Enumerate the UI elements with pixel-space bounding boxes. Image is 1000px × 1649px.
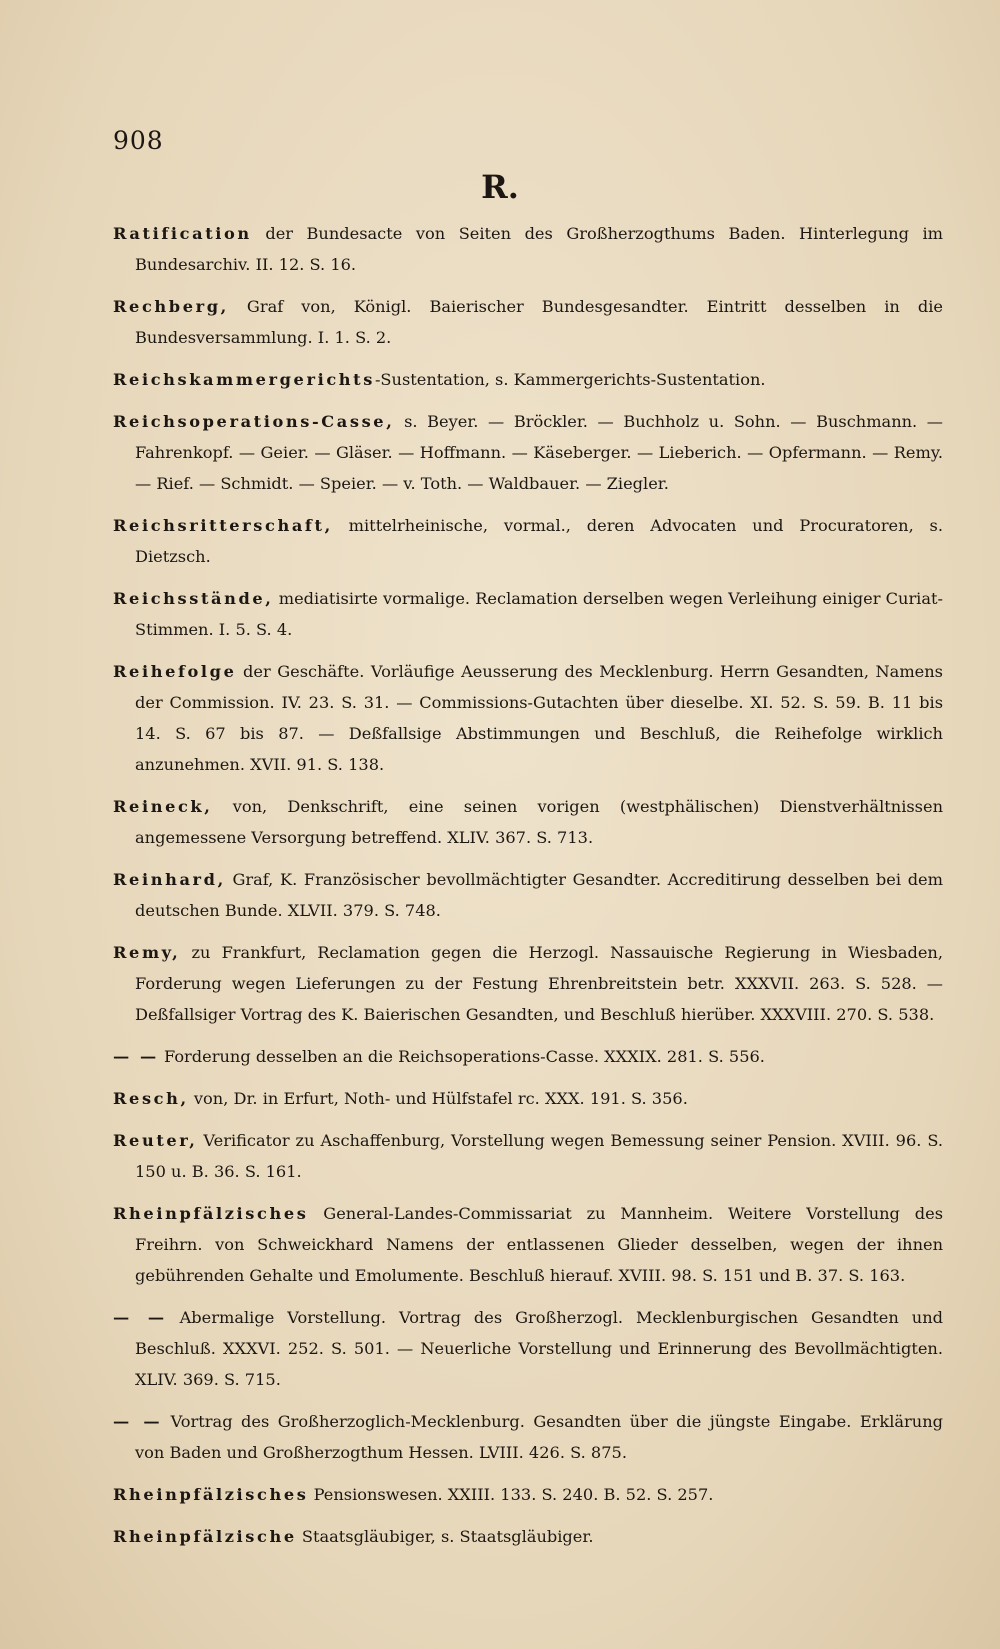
entry-text: General-Landes-Commissariat zu Mannheim. Weitere Vorstellung des Freihrn. von Schweickhard Namens der entlassenen Glieder desselben, wegen der ihnen gebührenden Gehalte und Emolumente. Beschluß hierauf. XVIII. 98. S. 151 und B. 37. S. 163.: [135, 1204, 943, 1285]
index-entry: [113, 510, 943, 572]
entry-text: Pensionswesen. XXIII. 133. S. 240. B. 52. S. 257.: [313, 1485, 714, 1504]
entry-headword: Reichsstände,: [113, 589, 274, 608]
index-entry: [113, 218, 943, 280]
index-entry: [113, 791, 943, 853]
entry-text: -Sustentation, s. Kammergerichts-Sustentation.: [374, 370, 766, 389]
entry-headword: Rheinpfälzisches: [113, 1485, 309, 1504]
index-entry: [113, 583, 943, 645]
index-entry: [113, 364, 943, 395]
index-entry: [113, 1125, 943, 1187]
index-entry: [113, 1198, 943, 1291]
entry-text: Staatsgläubiger, s. Staatsgläubiger.: [301, 1527, 594, 1546]
entry-headword: Reinhard,: [113, 870, 226, 889]
index-entry: [113, 656, 943, 780]
index-entries: [113, 218, 943, 1563]
index-entry: [113, 1041, 943, 1072]
entry-text: Verificator zu Aschaffenburg, Vorstellung wegen Bemessung seiner Pension. XVIII. 96. S. 150 u. B. 36. S. 161.: [135, 1131, 943, 1181]
index-entry: [113, 1521, 943, 1552]
entry-text: Graf von, Königl. Baierischer Bundesgesandter. Eintritt desselben in die Bundesversammlung. I. 1. S. 2.: [135, 297, 943, 347]
entry-text: mediatisirte vormalige. Reclamation derselben wegen Verleihung einiger Curiat-Stimmen. I. 5. S. 4.: [135, 589, 943, 639]
entry-headword: Reichskammergerichts: [113, 370, 375, 389]
entry-headword: Remy,: [113, 943, 181, 962]
index-entry: [113, 937, 943, 1030]
index-entry: [113, 1083, 943, 1114]
entry-headword: Ratification: [113, 224, 252, 243]
entry-text: Abermalige Vorstellung. Vortrag des Großherzogl. Mecklenburgischen Gesandten und Beschluß. XXXVI. 252. S. 501. — Neuerliche Vorstellung und Erinnerung des Bevollmächtigten. XLIV. 369. S. 715.: [135, 1308, 943, 1389]
entry-headword: Reichsritterschaft,: [113, 516, 333, 535]
entry-headword: Reuter,: [113, 1131, 198, 1150]
index-entry: [113, 1302, 943, 1395]
index-entry: [113, 1406, 943, 1468]
entry-text: s. Beyer. — Bröckler. — Buchholz u. Sohn. — Buschmann. — Fahrenkopf. — Geier. — Gläser. — Hoffmann. — Käseberger. — Lieberich. — Opfermann. — Remy. — Rief. — Schmidt. — Speier. — v. Toth. — Waldbauer. — Ziegler.: [135, 412, 943, 493]
entry-text: von, Dr. in Erfurt, Noth- und Hülfstafel rc. XXX. 191. S. 356.: [193, 1089, 688, 1108]
entry-text: mittelrheinische, vormal., deren Advocaten und Procuratoren, s. Dietzsch.: [135, 516, 943, 566]
index-entry: [113, 291, 943, 353]
entry-headword: Reihefolge: [113, 662, 237, 681]
entry-text: Forderung desselben an die Reichsoperations-Casse. XXXIX. 281. S. 556.: [163, 1047, 765, 1066]
entry-headword: — —: [113, 1047, 159, 1066]
index-entry: [113, 406, 943, 499]
entry-text: Vortrag des Großherzoglich-Mecklenburg. Gesandten über die jüngste Eingabe. Erklärung von Baden und Großherzogthum Hessen. LVIII. 426. S. 875.: [135, 1412, 943, 1462]
entry-headword: Rheinpfälzische: [113, 1527, 297, 1546]
entry-headword: Rechberg,: [113, 297, 229, 316]
entry-headword: Reichsoperations-Casse,: [113, 412, 395, 431]
entry-text: der Bundesacte von Seiten des Großherzogthums Baden. Hinterlegung im Bundesarchiv. II. 12. S. 16.: [135, 224, 943, 274]
entry-text: von, Denkschrift, eine seinen vorigen (westphälischen) Dienstverhältnissen angemessene Versorgung betreffend. XLIV. 367. S. 713.: [135, 797, 943, 847]
entry-text: zu Frankfurt, Reclamation gegen die Herzogl. Nassauische Regierung in Wiesbaden, Forderung wegen Lieferungen zu der Festung Ehrenbreitstein betr. XXXVII. 263. S. 528. — Deßfallsiger Vortrag des K. Baierischen Gesandten, und Beschluß hierüber. XXXVIII. 270. S. 538.: [135, 943, 943, 1024]
page-number: 908: [113, 126, 164, 155]
entry-text: Graf, K. Französischer bevollmächtigter Gesandter. Accreditirung desselben bei dem deutschen Bunde. XLVII. 379. S. 748.: [135, 870, 943, 920]
entry-text: der Geschäfte. Vorläufige Aeusserung des Mecklenburg. Herrn Gesandten, Namens der Commission. IV. 23. S. 31. — Commissions-Gutachten über dieselbe. XI. 52. S. 59. B. 11 bis 14. S. 67 bis 87. — Deßfallsige Abstimmungen und Beschluß, die Reihefolge wirklich anzunehmen. XVII. 91. S. 138.: [135, 662, 943, 774]
index-entry: [113, 1479, 943, 1510]
entry-headword: Reineck,: [113, 797, 213, 816]
entry-headword: — —: [113, 1412, 163, 1431]
entry-headword: Rheinpfälzisches: [113, 1204, 309, 1223]
section-letter: R.: [481, 168, 519, 206]
index-entry: [113, 864, 943, 926]
entry-headword: — —: [113, 1308, 167, 1327]
entry-headword: Resch,: [113, 1089, 189, 1108]
